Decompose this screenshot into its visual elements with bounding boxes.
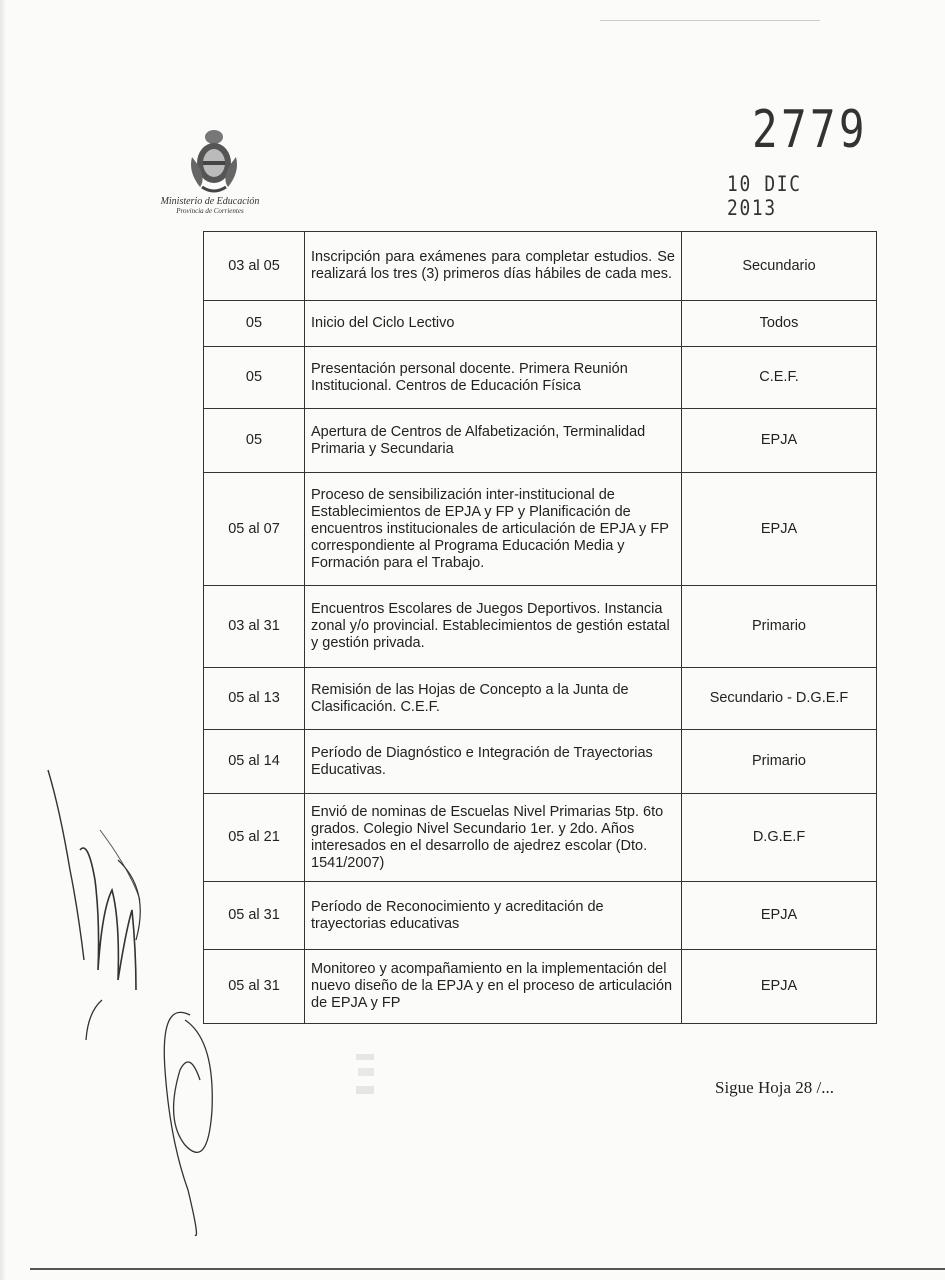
row-level: D.G.E.F bbox=[682, 794, 877, 882]
table-row bbox=[204, 668, 877, 730]
row-description: Apertura de Centros de Alfabetización, Terminalidad Primaria y Secundaria bbox=[305, 409, 682, 473]
coat-of-arms-icon bbox=[186, 127, 242, 195]
row-description: Encuentros Escolares de Juegos Deportivos. Instancia zonal y/o provincial. Establecimientos de gestión estatal y gestión privada. bbox=[305, 586, 682, 668]
stamp-date: 10 DIC 2013 bbox=[727, 172, 802, 220]
row-description: Envió de nominas de Escuelas Nivel Primarias 5tp. 6to grados. Colegio Nivel Secundario 1er. y 2do. Años interesados en el desarrollo de ajedrez escolar (Dto. 1541/2007) bbox=[305, 794, 682, 882]
row-dates: 05 al 21 bbox=[204, 794, 305, 882]
row-dates: 03 al 31 bbox=[204, 586, 305, 668]
signature-icon bbox=[40, 750, 220, 1250]
page-bottom-edge bbox=[30, 1268, 945, 1270]
row-description: Inscripción para exámenes para completar estudios. Se realizará los tres (3) primeros días hábiles de cada mes. bbox=[305, 232, 682, 301]
row-description: Inicio del Ciclo Lectivo bbox=[305, 301, 682, 347]
row-level: Primario bbox=[682, 586, 877, 668]
table-row bbox=[204, 301, 877, 347]
row-description: Período de Reconocimiento y acreditación de trayectorias educativas bbox=[305, 882, 682, 950]
row-level: EPJA bbox=[682, 409, 877, 473]
row-description: Monitoreo y acompañamiento en la implementación del nuevo diseño de la EPJA y en el proceso de articulación de EPJA y FP bbox=[305, 950, 682, 1024]
continuation-note: Sigue Hoja 28 /... bbox=[715, 1078, 834, 1097]
page-edge bbox=[0, 0, 6, 1280]
row-level: EPJA bbox=[682, 473, 877, 586]
table-row bbox=[204, 950, 877, 1024]
resolution-number: 2779 bbox=[752, 100, 868, 160]
row-level: C.E.F. bbox=[682, 347, 877, 409]
row-dates: 05 bbox=[204, 301, 305, 347]
table-row bbox=[204, 586, 877, 668]
row-level: Primario bbox=[682, 730, 877, 794]
table-row bbox=[204, 794, 877, 882]
row-level: Secundario bbox=[682, 232, 877, 301]
row-dates: 03 al 05 bbox=[204, 232, 305, 301]
row-description: Proceso de sensibilización inter-institucional de Establecimientos de EPJA y FP y Planificación de encuentros institucionales de articulación de EPJA y FP correspondiente al Programa Educación Media y Formación para el Trabajo. bbox=[305, 473, 682, 586]
scan-smudge bbox=[352, 1050, 380, 1106]
row-description: Remisión de las Hojas de Concepto a la Junta de Clasificación. C.E.F. bbox=[305, 668, 682, 730]
ministry-name: Ministerio de Educación bbox=[160, 196, 260, 207]
row-dates: 05 bbox=[204, 347, 305, 409]
row-dates: 05 al 14 bbox=[204, 730, 305, 794]
table-row bbox=[204, 347, 877, 409]
row-level: Todos bbox=[682, 301, 877, 347]
scan-line-top bbox=[600, 20, 820, 21]
row-dates: 05 bbox=[204, 409, 305, 473]
table-row bbox=[204, 730, 877, 794]
row-description: Período de Diagnóstico e Integración de Trayectorias Educativas. bbox=[305, 730, 682, 794]
row-level: Secundario - D.G.E.F bbox=[682, 668, 877, 730]
row-dates: 05 al 07 bbox=[204, 473, 305, 586]
province-name: Provincia de Corrientes bbox=[176, 207, 244, 215]
row-level: EPJA bbox=[682, 950, 877, 1024]
row-dates: 05 al 13 bbox=[204, 668, 305, 730]
row-level: EPJA bbox=[682, 882, 877, 950]
table-row bbox=[204, 232, 877, 301]
table-row bbox=[204, 882, 877, 950]
ministry-heading bbox=[150, 196, 270, 216]
table-row bbox=[204, 473, 877, 586]
row-dates: 05 al 31 bbox=[204, 882, 305, 950]
table-row bbox=[204, 409, 877, 473]
row-description: Presentación personal docente. Primera Reunión Institucional. Centros de Educación Física bbox=[305, 347, 682, 409]
row-dates: 05 al 31 bbox=[204, 950, 305, 1024]
schedule-table bbox=[203, 231, 877, 1024]
